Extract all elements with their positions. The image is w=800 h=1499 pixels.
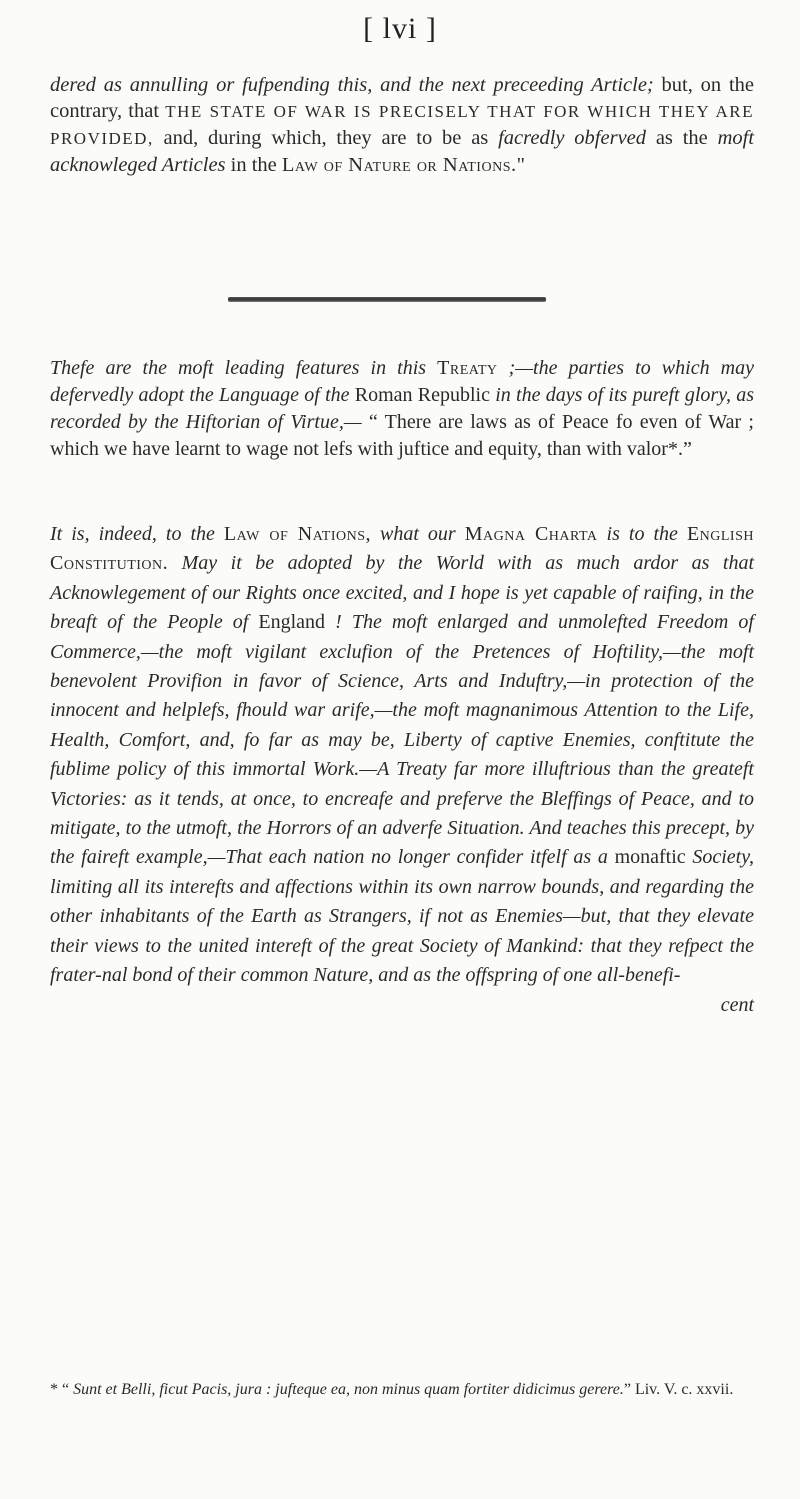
text-run: monaftic bbox=[614, 846, 686, 869]
text-run: is to the bbox=[597, 523, 687, 545]
text-run: facredly obferved bbox=[498, 127, 647, 149]
text-run: ;—the parties to which may defervedly adopt the Language of the bbox=[50, 357, 754, 406]
text-run: ” Liv. V. c. xxvii. bbox=[623, 1381, 734, 1398]
text-run: Society, limiting all its interefts and affections within its own narrow bounds, and regarding the other inhabitants of the Earth as Strangers, if not as Enemies—but, that they elevate their views to the united intereft of the great Society of Mankind: that they refpect the frater-nal bond of their common Nature, and as the offspring of one all-benefi- bbox=[50, 846, 754, 987]
section-divider bbox=[228, 297, 546, 302]
text-run: Thefe are the moft leading features in this bbox=[50, 357, 438, 379]
text-run: in the days of its pureft glory, as recorded by the Hiftorian of Virtue,— bbox=[50, 384, 754, 433]
text-run: “ There are laws as of Peace fo even of War ; which we have learnt to wage not lefs with juftice and equity, than with valor*.” bbox=[50, 411, 754, 460]
text-run: Roman Republic bbox=[354, 384, 490, 406]
text-run: * “ bbox=[50, 1381, 74, 1398]
text-run: England bbox=[258, 611, 326, 634]
text-run: ! The moft enlarged and unmolefted Freedom of Commerce,—the moft vigilant exclufion of the Pretences of Hoftility,—the moft benevolent Provifion in favor of Science, Arts and Induftry,—in protection of the innocent and helplefs, fhould war arife,—the moft magnanimous Attention to the Life, Health, Comfort, and, fo far as may be, Liberty of captive Enemies, conftitute the fublime policy of this immortal Work.—A Treaty far more illuftrious than the greateft Victories: as it tends, at once, to encreafe and preferve the Bleffings of Peace, and to mitigate, to the utmoft, the Horrors of an adverfe Situation. And teaches this precept, by the faireft example,—That each nation no longer confider itfelf as a bbox=[50, 611, 754, 869]
paragraph-text bbox=[50, 520, 754, 991]
paragraph-treaty-features bbox=[50, 355, 754, 463]
text-run-caps: THE STATE OF WAR IS PRECISELY THAT FOR WHICH THEY ARE PROVIDED, bbox=[50, 102, 754, 148]
text-run-smallcaps: Magna Charta bbox=[464, 523, 598, 545]
text-run: It is, indeed, to the bbox=[50, 523, 224, 545]
text-run: May it be adopted by the World with as much ardor as that Acknowlegement of our Rights once excited, and I hope is yet capable of raifing, in the breaft of the People of bbox=[50, 552, 754, 634]
text-run-smallcaps: Law of Nations, bbox=[223, 523, 371, 545]
text-run: what our bbox=[370, 523, 465, 545]
text-run: " bbox=[516, 154, 525, 176]
footnote-text bbox=[50, 1379, 754, 1401]
text-run: Sunt et Belli, ficut Pacis, jura : jufteque ea, non minus quam fortiter didicimus gerere. bbox=[73, 1381, 624, 1398]
text-run: and, during which, they are to be as bbox=[153, 127, 499, 149]
text-run-smallcaps: Law of Nature or Nations. bbox=[281, 154, 517, 176]
catchword: cent bbox=[720, 993, 754, 1016]
text-run-smallcaps: Treaty bbox=[437, 357, 498, 379]
footnote bbox=[50, 1379, 754, 1401]
text-run: but, on the contrary, that bbox=[50, 74, 754, 122]
paragraph-magna-charta bbox=[50, 520, 754, 1020]
text-run: in the bbox=[225, 154, 282, 176]
paragraph-continuation bbox=[50, 72, 754, 178]
text-run: dered as annulling or fufpending this, and the next preceeding Article; bbox=[50, 74, 654, 96]
paragraph-text bbox=[50, 72, 754, 178]
page-number: [ lvi ] bbox=[363, 12, 437, 45]
text-run-smallcaps: English Constitution. bbox=[50, 523, 754, 575]
text-run: as the bbox=[646, 127, 718, 149]
text-run: moft acknowleged Articles bbox=[50, 127, 755, 176]
paragraph-text bbox=[50, 355, 754, 463]
